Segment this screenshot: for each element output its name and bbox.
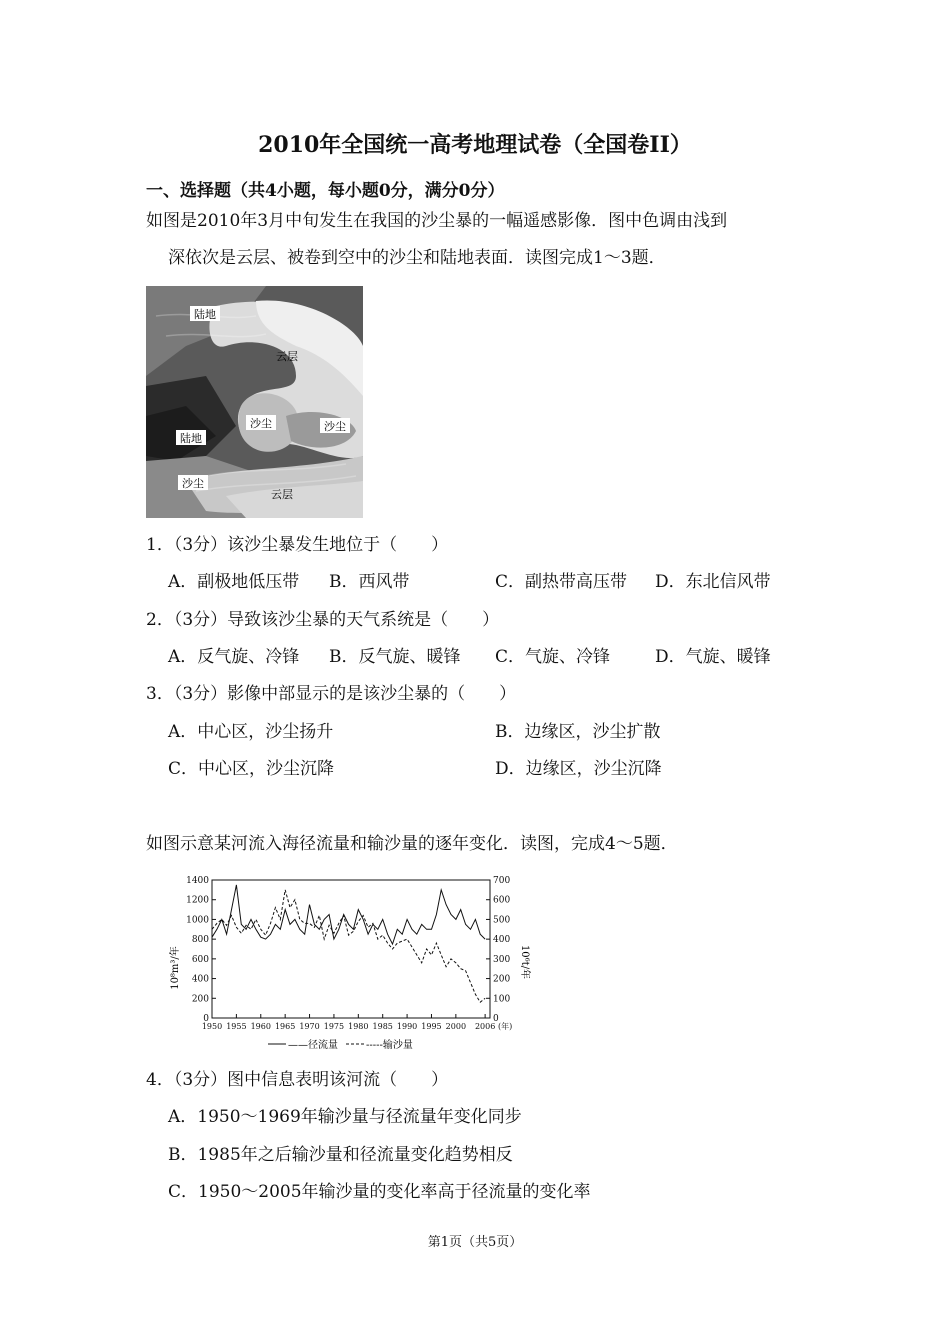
y-right-tick-label: 500 xyxy=(493,915,511,926)
plot-frame xyxy=(212,880,490,1018)
line-chart xyxy=(168,872,528,1058)
x-tick-label: 1975 xyxy=(323,1022,345,1031)
x-tick-label: 2000 xyxy=(445,1022,467,1031)
q4-option-b: B．1985年之后输沙量和径流量变化趋势相反 xyxy=(168,1145,513,1165)
y-right-tick-label: 400 xyxy=(493,935,511,946)
q3-option-c: C．中心区，沙尘沉降 xyxy=(168,759,335,779)
q2-option-a: A．反气旋、冷锋 xyxy=(168,647,300,667)
q4-option-a: A．1950～1969年输沙量与径流量年变化同步 xyxy=(168,1107,522,1127)
question-2-stem: 2．（3分）导致该沙尘暴的天气系统是（ ） xyxy=(146,610,500,630)
intro-text-2: 如图示意某河流入海径流量和输沙量的逐年变化．读图，完成4～5题． xyxy=(146,834,678,854)
y-left-axis-label: 10⁸m³/年 xyxy=(170,946,181,990)
y-right-tick-label: 700 xyxy=(493,876,511,886)
x-tick-label: 1955 xyxy=(226,1022,247,1031)
satellite-image xyxy=(146,286,363,518)
q2-option-d: D．气旋、暖锋 xyxy=(655,647,771,667)
question-3-stem: 3．（3分）影像中部显示的是该沙尘暴的（ ） xyxy=(146,684,517,704)
y-right-tick-label: 0 xyxy=(493,1014,499,1024)
question-1-stem: 1．（3分）该沙尘暴发生地位于（ ） xyxy=(146,535,449,555)
q3-option-d: D．边缘区，沙尘沉降 xyxy=(495,759,662,779)
x-tick-label: 1985 xyxy=(372,1022,393,1031)
x-tick-label: 1995 xyxy=(421,1022,442,1031)
intro-text-line-2: 深依次是云层、被卷到空中的沙尘和陆地表面．读图完成1～3题． xyxy=(168,248,666,268)
q1-option-b: B．西风带 xyxy=(329,572,410,592)
label-land-1: 陆地 xyxy=(194,308,216,321)
y-left-tick-label: 200 xyxy=(191,994,209,1005)
series-sediment-line xyxy=(212,890,485,1002)
label-cloud-2: 云层 xyxy=(271,488,293,501)
question-4-stem: 4．（3分）图中信息表明该河流（ ） xyxy=(146,1070,449,1090)
legend-sediment: -----输沙量 xyxy=(366,1040,413,1051)
section-heading: 一、选择题（共4小题，每小题0分，满分0分） xyxy=(146,181,505,201)
q2-option-b: B．反气旋、暖锋 xyxy=(329,647,461,667)
y-left-tick-label: 1400 xyxy=(186,876,209,886)
label-land-2: 陆地 xyxy=(180,432,202,445)
x-tick-label: 1980 xyxy=(348,1022,369,1031)
y-left-tick-label: 1000 xyxy=(186,915,209,926)
label-dust-2: 沙尘 xyxy=(324,420,346,433)
q1-option-a: A．副极地低压带 xyxy=(168,572,300,592)
x-tick-label: 1970 xyxy=(299,1022,320,1031)
legend-runoff: ——径流量 xyxy=(288,1040,338,1051)
y-left-tick-label: 0 xyxy=(203,1014,209,1024)
x-tick-label: 1960 xyxy=(250,1022,271,1031)
x-tick-label: 1965 xyxy=(274,1022,296,1031)
q1-option-c: C．副热带高压带 xyxy=(495,572,628,592)
label-cloud-1: 云层 xyxy=(276,350,298,363)
y-right-tick-label: 100 xyxy=(493,994,511,1005)
q4-option-c: C．1950～2005年输沙量的变化率高于径流量的变化率 xyxy=(168,1182,591,1202)
y-left-tick-label: 600 xyxy=(191,954,209,965)
intro-text-line-1: 如图是2010年3月中旬发生在我国的沙尘暴的一幅遥感影像．图中色调由浅到 xyxy=(146,211,728,231)
q1-option-d: D．东北信风带 xyxy=(655,572,771,592)
y-right-tick-label: 300 xyxy=(493,954,511,965)
page-footer: 第1页（共5页） xyxy=(427,1235,523,1250)
q2-option-c: C．气旋、冷锋 xyxy=(495,647,611,667)
q3-option-a: A．中心区，沙尘扬升 xyxy=(168,722,334,742)
x-axis-unit: (年) xyxy=(498,1022,513,1031)
y-left-tick-label: 1200 xyxy=(186,895,209,906)
x-tick-label: 2006 xyxy=(474,1022,496,1031)
label-dust-1: 沙尘 xyxy=(250,417,272,430)
x-tick-label: 1950 xyxy=(201,1022,223,1031)
page-title: 2010年全国统一高考地理试卷（全国卷II） xyxy=(258,132,692,158)
y-right-axis-label: 10⁶t/年 xyxy=(519,944,530,980)
y-right-tick-label: 200 xyxy=(493,974,511,985)
label-dust-3: 沙尘 xyxy=(182,477,204,490)
q3-option-b: B．边缘区，沙尘扩散 xyxy=(495,722,661,742)
x-tick-label: 1990 xyxy=(396,1022,418,1031)
y-left-tick-label: 400 xyxy=(191,974,209,985)
y-left-tick-label: 800 xyxy=(191,935,209,946)
y-right-tick-label: 600 xyxy=(493,895,511,906)
